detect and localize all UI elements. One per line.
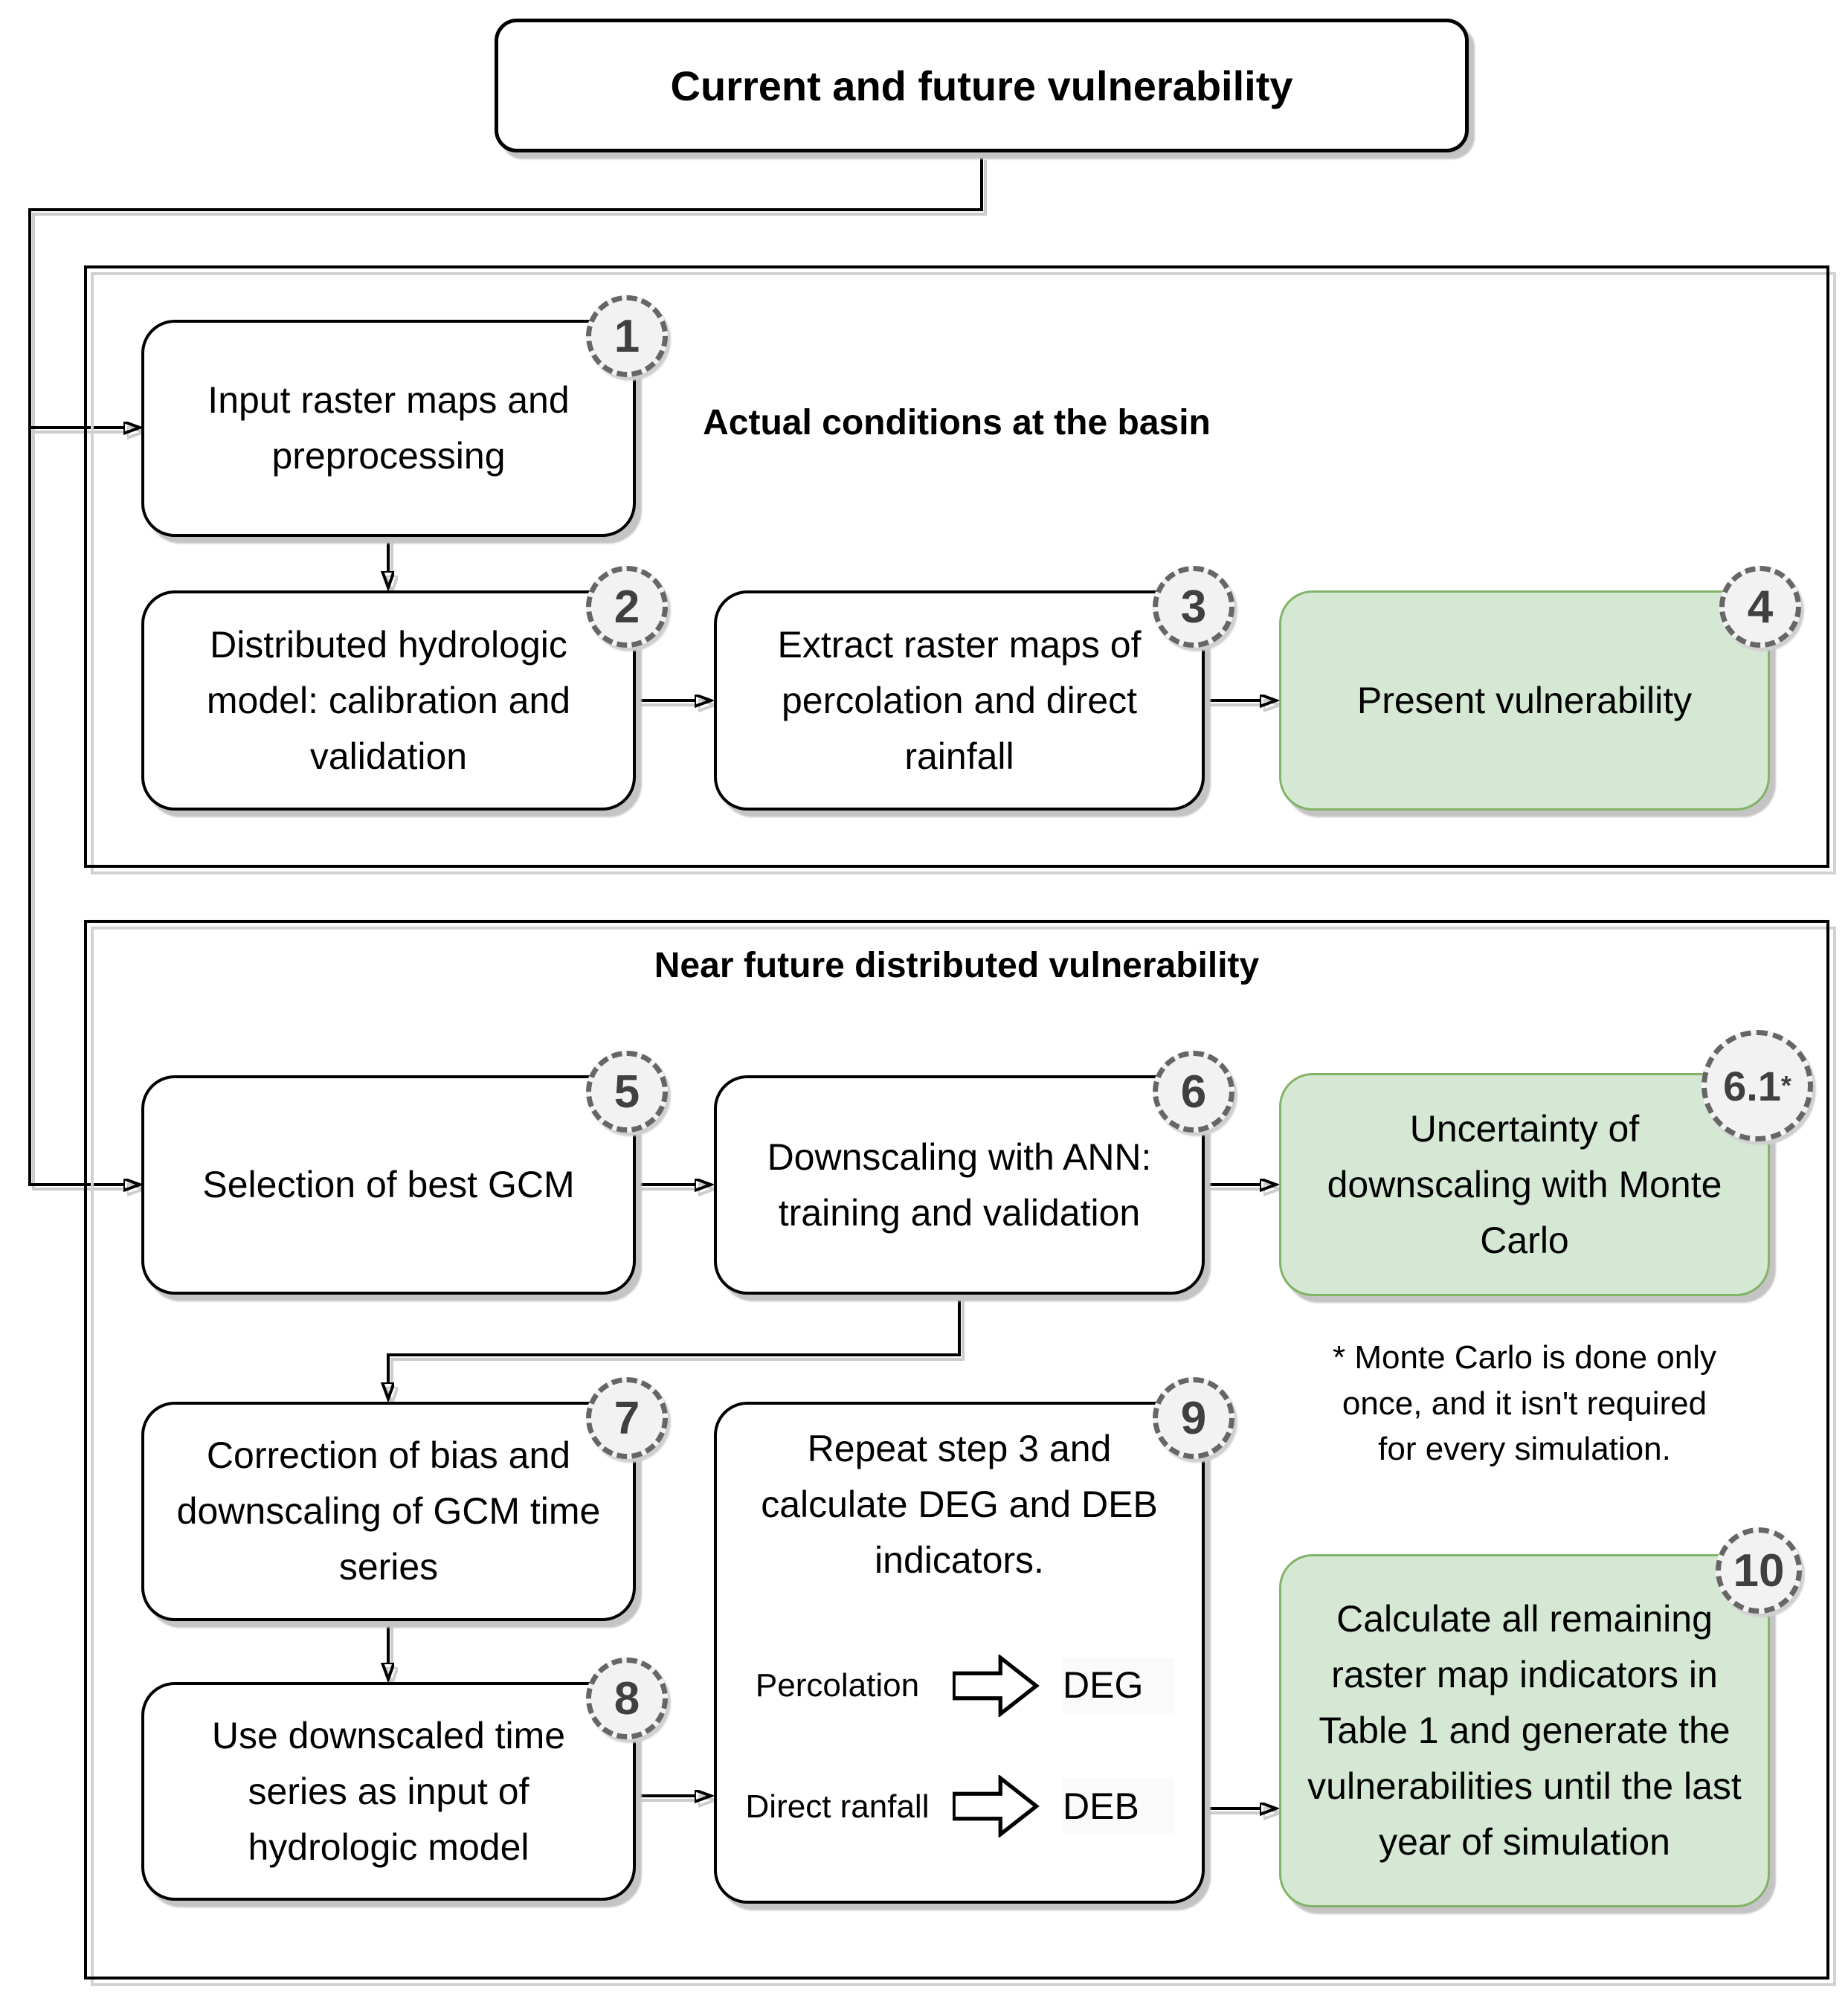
- step-7-badge: 7: [586, 1377, 668, 1459]
- step-7-text: Correction of bias and downscaling of GCM time series: [176, 1434, 601, 1588]
- step-1-node: [141, 320, 636, 537]
- step-10-badge: 10: [1716, 1527, 1802, 1614]
- step-3-badge: 3: [1153, 566, 1234, 648]
- step-6-badge: 6: [1153, 1051, 1234, 1133]
- step-8-node: [141, 1682, 636, 1901]
- step-4-node: [1279, 590, 1770, 811]
- step-8-badge: 8: [586, 1658, 668, 1739]
- step-4-badge: 4: [1719, 566, 1801, 648]
- step-2-node: [141, 590, 636, 811]
- deg-label: DEG: [1063, 1658, 1174, 1713]
- step-6-1-text: Uncertainty of downscaling with Monte Carlo: [1327, 1107, 1722, 1261]
- step-9-text: Repeat step 3 and calculate DEG and DEB indicators.: [761, 1428, 1158, 1581]
- step-5-badge: 5: [586, 1051, 668, 1133]
- step-3-text: Extract raster maps of percolation and direct rainfall: [777, 623, 1142, 777]
- step-1-badge: 1: [586, 295, 668, 377]
- step-9-badge: 9: [1153, 1377, 1234, 1459]
- diagram-title: [495, 19, 1469, 152]
- step-5-text: Selection of best GCM: [202, 1164, 575, 1205]
- percolation-label: Percolation: [755, 1667, 920, 1704]
- step-1-text: Input raster maps and preprocessing: [207, 379, 570, 477]
- step-6-node: [714, 1075, 1205, 1295]
- step-6-1-node: [1279, 1073, 1770, 1296]
- step-9-node: [714, 1402, 1205, 1904]
- step-8-text: Use downscaled time series as input of hydrologic model: [211, 1714, 566, 1868]
- step-5-node: [141, 1075, 636, 1295]
- block-arrow-icon: [953, 1655, 1040, 1717]
- monte-carlo-footnote: * Monte Carlo is done only once, and it isn't required for every simulation.: [1332, 1339, 1717, 1468]
- step-10-text: Calculate all remaining raster map indicators in Table 1 and generate the vulnerabilities until the last year of simulation: [1307, 1598, 1742, 1863]
- step-3-node: [714, 590, 1205, 811]
- block-arrow-icon: [953, 1775, 1040, 1837]
- step-9-row-direct-rainfall: [735, 1758, 1183, 1855]
- step-9-row-percolation: [735, 1643, 1183, 1728]
- step-7-node: [141, 1402, 636, 1621]
- step-2-badge: 2: [586, 566, 668, 648]
- deb-label: DEB: [1063, 1779, 1174, 1835]
- step-2-text: Distributed hydrologic model: calibration and validation: [206, 623, 571, 777]
- step-6-text: Downscaling with ANN: training and validation: [767, 1136, 1152, 1234]
- step-6-1-badge: 6.1 *: [1701, 1030, 1813, 1141]
- direct-rainfall-label: Direct ranfall: [745, 1788, 930, 1825]
- step-10-node: [1279, 1554, 1770, 1907]
- section-near-future-label: Near future distributed vulnerability: [654, 946, 1260, 985]
- diagram-title-text: Current and future vulnerability: [670, 62, 1293, 109]
- step-4-text: Present vulnerability: [1356, 679, 1693, 721]
- section-actual-conditions-label: Actual conditions at the basin: [703, 403, 1211, 442]
